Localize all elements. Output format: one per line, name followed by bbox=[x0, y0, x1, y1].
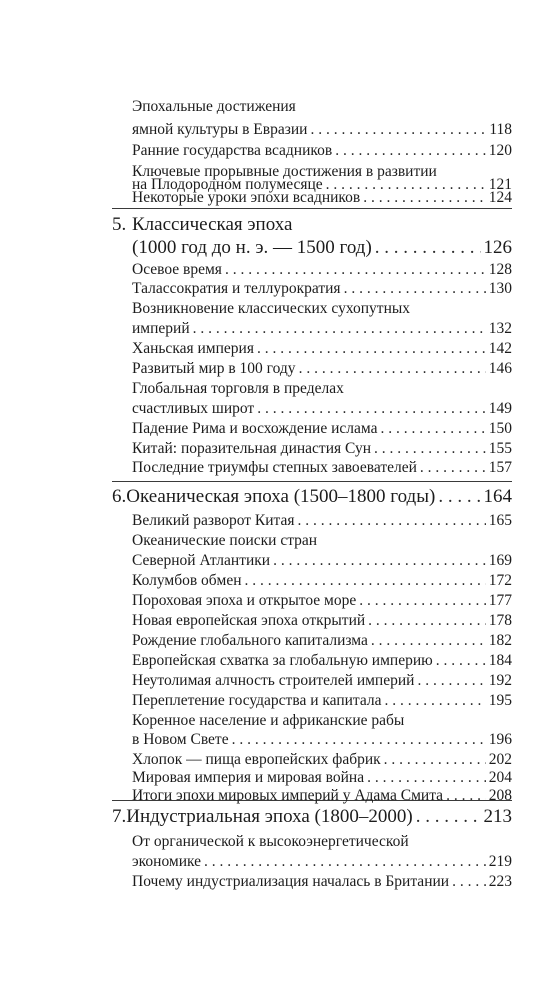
toc-entry-page: 149 bbox=[488, 400, 512, 417]
toc-entry bbox=[132, 873, 512, 891]
chapter-title: Классическая эпоха bbox=[132, 214, 293, 235]
toc-entry-page: 146 bbox=[488, 360, 512, 377]
toc-entry-page: 120 bbox=[488, 142, 512, 159]
toc-entry-title: Северной Атлантики bbox=[132, 552, 271, 569]
toc-entry bbox=[132, 769, 512, 787]
chapter-page: 126 bbox=[483, 237, 512, 258]
toc-entry bbox=[132, 142, 512, 160]
dot-leader bbox=[299, 360, 486, 378]
toc-entry bbox=[132, 320, 512, 338]
toc-entry-title: Падение Рима и восхождение ислама bbox=[132, 420, 378, 437]
toc-entry bbox=[132, 400, 512, 418]
toc-entry bbox=[132, 512, 512, 530]
toc-entry-title: Почему индустриализация началась в Британии bbox=[132, 873, 450, 890]
chapter-title: Индустриальная эпоха (1800–2000) bbox=[126, 806, 413, 827]
toc-entry bbox=[132, 261, 512, 279]
toc-entry bbox=[132, 552, 512, 570]
toc-entry bbox=[132, 572, 512, 590]
toc-entry-page: 196 bbox=[488, 731, 512, 748]
chapter-page: 213 bbox=[483, 806, 512, 827]
toc-entry bbox=[132, 853, 512, 871]
toc-entry bbox=[132, 672, 512, 690]
dot-leader bbox=[438, 486, 480, 508]
dot-leader bbox=[380, 420, 485, 438]
toc-entry-title: Коренное население и африканские рабы bbox=[132, 712, 405, 729]
dot-leader bbox=[359, 592, 486, 610]
toc-entry bbox=[132, 751, 512, 769]
toc-entry-page: 184 bbox=[488, 652, 512, 669]
dot-leader bbox=[204, 853, 486, 871]
toc-entry-page: 150 bbox=[488, 420, 512, 437]
toc-entry-page: 219 bbox=[488, 853, 512, 870]
toc-entry-title: Китай: поразительная династия Сун bbox=[132, 440, 371, 457]
chapter-page: 164 bbox=[483, 486, 512, 507]
dot-leader bbox=[363, 189, 486, 207]
toc-entry bbox=[132, 98, 512, 116]
toc-chapter bbox=[112, 214, 512, 236]
dot-leader bbox=[298, 512, 486, 530]
toc-entry bbox=[132, 300, 512, 318]
toc-entry-title: на Плодородном полумесяце bbox=[132, 176, 323, 193]
toc-entry bbox=[132, 280, 512, 298]
dot-leader bbox=[225, 261, 486, 279]
toc-entry-page: 132 bbox=[488, 320, 512, 337]
toc-entry bbox=[132, 420, 512, 438]
toc-entry-title: Ключевые прорывные достижения в развитии bbox=[132, 163, 437, 180]
toc-entry-page: 142 bbox=[488, 340, 512, 357]
toc-entry-page: 192 bbox=[488, 672, 512, 689]
dot-leader bbox=[335, 142, 486, 160]
toc-entry bbox=[132, 833, 512, 851]
toc-entry-title: Глобальная торговля в пределах bbox=[132, 380, 344, 397]
toc-entry-page: 195 bbox=[488, 692, 512, 709]
dot-leader bbox=[193, 320, 486, 338]
toc-entry-title: империй bbox=[132, 320, 190, 337]
toc-entry-title: счастливых широт bbox=[132, 400, 255, 417]
toc-entry bbox=[132, 121, 512, 139]
dot-leader bbox=[375, 237, 481, 259]
toc-entry-page: 130 bbox=[488, 280, 512, 297]
toc-entry-page: 165 bbox=[488, 512, 512, 529]
dot-leader bbox=[374, 440, 486, 458]
toc-chapter bbox=[112, 806, 512, 828]
toc-entry-title: Некоторые уроки эпохи всадников bbox=[132, 189, 361, 206]
toc-entry-title: От органической к высокоэнергетической bbox=[132, 833, 409, 850]
toc-entry-title: Великий разворот Китая bbox=[132, 512, 295, 529]
toc-chapter bbox=[132, 237, 512, 259]
toc-entry-title: в Новом Свете bbox=[132, 731, 229, 748]
toc-entry-title: ямной культуры в Евразии bbox=[132, 121, 308, 138]
chapter-title: (1000 год до н. э. — 1500 год) bbox=[132, 237, 372, 258]
dot-leader bbox=[367, 769, 486, 787]
toc-entry bbox=[132, 459, 512, 477]
toc-entry-page: 223 bbox=[488, 873, 512, 890]
dot-leader bbox=[273, 552, 486, 570]
toc-entry-title: Ранние государства всадников bbox=[132, 142, 333, 159]
chapter-number: 6. bbox=[112, 486, 127, 507]
toc-entry-title: Рождение глобального капитализма bbox=[132, 632, 368, 649]
dot-leader bbox=[416, 806, 481, 828]
dot-leader bbox=[436, 652, 486, 670]
toc-entry bbox=[132, 380, 512, 398]
dot-leader bbox=[232, 731, 486, 749]
toc-entry-title: Новая европейская эпоха открытий bbox=[132, 612, 366, 629]
toc-entry-page: 157 bbox=[488, 459, 512, 476]
toc-entry bbox=[132, 612, 512, 630]
toc-entry-page: 177 bbox=[488, 592, 512, 609]
toc-entry-title: Колумбов обмен bbox=[132, 572, 242, 589]
toc-entry-title: Пороховая эпоха и открытое море bbox=[132, 592, 357, 609]
dot-leader bbox=[385, 692, 486, 710]
toc-entry bbox=[132, 652, 512, 670]
toc-entry-title: Европейская схватка за глобальную империю bbox=[132, 652, 433, 669]
dot-leader bbox=[257, 340, 486, 358]
toc-entry-page: 118 bbox=[489, 121, 512, 138]
toc-entry-title: Эпохальные достижения bbox=[132, 98, 296, 115]
dot-leader bbox=[310, 121, 486, 139]
toc-entry bbox=[132, 787, 512, 805]
toc-entry-title: Возникновение классических сухопутных bbox=[132, 300, 411, 317]
toc-entry-title: Последние триумфы степных завоевателей bbox=[132, 459, 417, 476]
toc-entry-title: Океанические поиски стран bbox=[132, 532, 318, 549]
dot-leader bbox=[368, 612, 486, 630]
chapter-title: Океаническая эпоха (1500–1800 годы) bbox=[126, 486, 436, 507]
toc-entry bbox=[132, 592, 512, 610]
dot-leader bbox=[245, 572, 486, 590]
toc-entry-page: 128 bbox=[488, 261, 512, 278]
toc-entry bbox=[132, 340, 512, 358]
toc-chapter bbox=[112, 486, 512, 508]
toc-entry bbox=[132, 189, 512, 207]
toc-entry-title: Осевое время bbox=[132, 261, 222, 278]
toc-entry-page: 169 bbox=[488, 552, 512, 569]
toc-entry-title: Итоги эпохи мировых империй у Адама Смита bbox=[132, 787, 444, 804]
toc-entry-title: Неутолимая алчность строителей империй bbox=[132, 672, 415, 689]
chapter-divider bbox=[112, 481, 512, 482]
dot-leader bbox=[417, 672, 485, 690]
toc-entry bbox=[132, 692, 512, 710]
toc-entry-page: 124 bbox=[488, 189, 512, 206]
dot-leader bbox=[384, 751, 486, 769]
toc-entry-title: Мировая империя и мировая война bbox=[132, 769, 365, 786]
dot-leader bbox=[446, 787, 486, 805]
chapter-number: 7. bbox=[112, 806, 127, 827]
toc-entry-title: экономике bbox=[132, 853, 202, 870]
toc-entry bbox=[132, 440, 512, 458]
dot-leader bbox=[257, 400, 486, 418]
toc-entry bbox=[132, 731, 512, 749]
toc-entry-title: Переплетение государства и капитала bbox=[132, 692, 382, 709]
toc-entry-page: 204 bbox=[488, 769, 512, 786]
toc-entry bbox=[132, 632, 512, 650]
toc-entry-page: 182 bbox=[488, 632, 512, 649]
toc-entry-title: Ханьская империя bbox=[132, 340, 254, 357]
toc-entry-page: 172 bbox=[488, 572, 512, 589]
toc-entry bbox=[132, 360, 512, 378]
chapter-divider bbox=[112, 208, 512, 209]
dot-leader bbox=[344, 280, 486, 298]
toc-entry-page: 202 bbox=[488, 751, 512, 768]
toc-entry-page: 208 bbox=[488, 787, 512, 804]
chapter-number: 5. bbox=[112, 214, 127, 235]
toc-entry-title: Развитый мир в 100 году bbox=[132, 360, 296, 377]
toc-entry bbox=[132, 712, 512, 730]
toc-entry-page: 121 bbox=[488, 176, 512, 193]
toc-entry-page: 178 bbox=[488, 612, 512, 629]
dot-leader bbox=[371, 632, 486, 650]
toc-entry-title: Хлопок — пища европейских фабрик bbox=[132, 751, 381, 768]
dot-leader bbox=[420, 459, 486, 477]
dot-leader bbox=[452, 873, 486, 891]
toc-entry-title: Талассократия и теллурократия bbox=[132, 280, 341, 297]
toc-entry bbox=[132, 532, 512, 550]
toc-entry-page: 155 bbox=[488, 440, 512, 457]
